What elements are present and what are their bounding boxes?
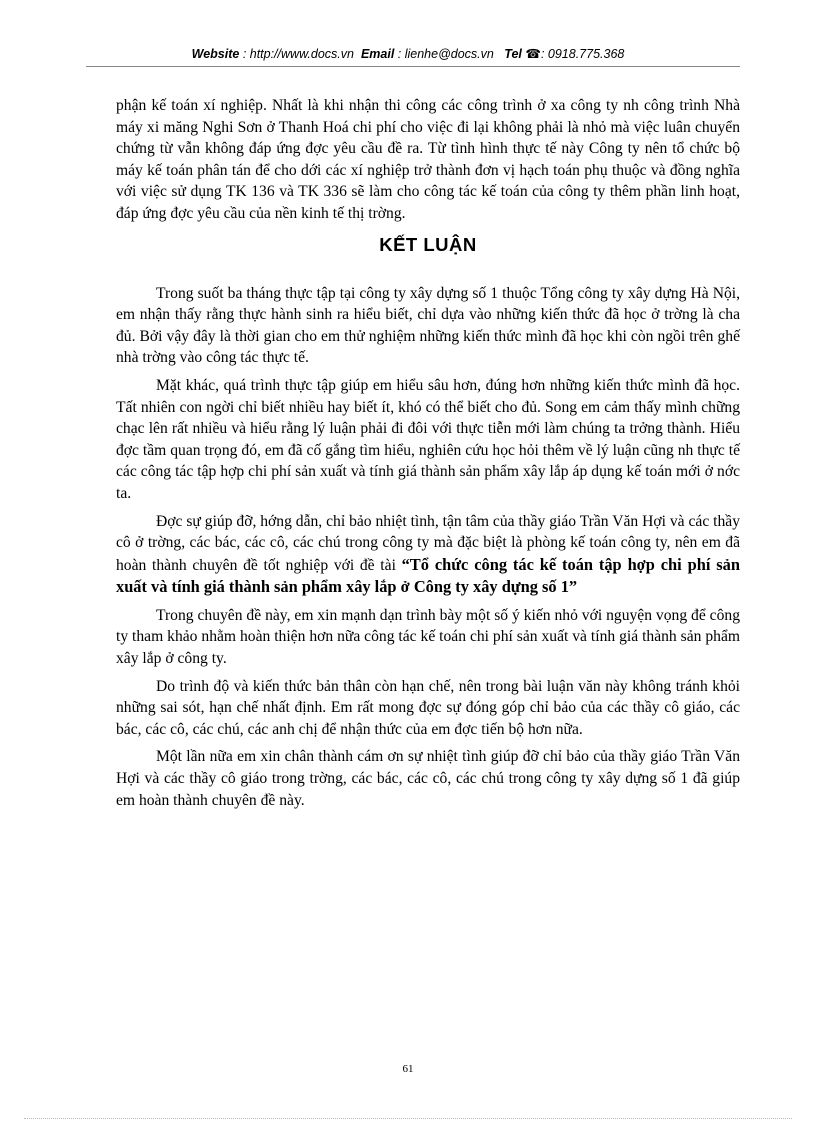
paragraph-5: Do trình độ và kiến thức bản thân còn hạn chế, nên trong bài luận văn này không tránh khỏi những sai sót, hạn chế nhất định. Em rất mong đợc sự đóng góp chỉ bảo của các thầy cô giáo, các bác, các cô, các chú, các anh chị để nhận thức của em đợc tiến bộ hơn nữa. xyxy=(116,677,740,738)
tel-value: : 0918.775.368 xyxy=(540,47,625,61)
paragraph-2: Mặt khác, quá trình thực tập giúp em hiểu sâu hơn, đúng hơn những kiến thức mình đã học. Tất nhiên con ngời chỉ biết nhiều hay biết ít, khó có thể biết cho đủ. Song em cảm thấy mình chững chạc lên rất nhiều và hiểu rằng lý luận phải đi đôi với thực tiễn mới làm chúng ta trởng thành. Hiểu đợc tầm quan trọng đó, em đã cố gắng tìm hiểu, nghiên cứu học hỏi thêm về lý luận cũng nh thực tế các công tác tập hợp chi phí sản xuất và tính giá thành sản phẩm xây lắp áp dụng kế toán mới ở nớc ta. xyxy=(116,376,740,502)
document-body xyxy=(116,95,740,817)
website-label: Website xyxy=(191,47,240,61)
page-number: 61 xyxy=(402,1063,414,1075)
page-header xyxy=(0,46,816,61)
email-label: Email xyxy=(360,47,395,61)
phone-icon: ☎ xyxy=(525,47,541,61)
paragraph-continued: phận kế toán xí nghiệp. Nhất là khi nhận thi công các công trình ở xa công ty nh công trình Nhà máy xi măng Nghi Sơn ở Thanh Hoá chi phí cho việc đi lại không phải là nhỏ mà việc luân chuyển chứng từ vẫn không đáp ứng đợc yêu cầu đề ra. Từ tình hình thực tế này Công ty nên tổ chức bộ máy kế toán phân tán để cho dới các xí nghiệp trở thành đơn vị hạch toán phụ thuộc và đồng nghĩa với việc sử dụng TK 136 và TK 336 sẽ làm cho công tác kế toán của công ty thêm phần linh hoạt, đáp ứng đợc yêu cầu của nền kinh tế thị trờng. xyxy=(116,97,740,222)
paragraph-4: Trong chuyên đề này, em xin mạnh dạn trình bày một số ý kiến nhỏ với nguyện vọng để công ty tham khảo nhằm hoàn thiện hơn nữa công tác kế toán chi phí sản xuất và tính giá thành sản phẩm xây lắp ở công ty. xyxy=(116,606,740,668)
paragraph-3-text: Đợc sự giúp đỡ, hớng dẫn, chỉ bảo nhiệt tình, tận tâm của thầy giáo Trần Văn Hợi và các thầy cô ở trờng, các bác, các cô, các chú trong công ty mà đặc biệt là phòng kế toán công ty, nên em đã hoàn thành chuyên đề tốt nghiệp với đề tài xyxy=(116,512,740,574)
paragraph-1: Trong suốt ba tháng thực tập tại công ty xây dựng số 1 thuộc Tổng công ty xây dựng Hà Nội, em nhận thấy rằng thực hành sinh ra hiểu biết, chỉ dựa vào những kiến thức đã học ở trờng là cha đủ. Bởi vậy đây là thời gian cho em thử nghiệm những kiến thức mình đã học khi còn ngồi trên ghế nhà trờng vào công tác thực tế. xyxy=(116,284,740,367)
tel-label: Tel xyxy=(504,47,522,61)
section-title: KẾT LUẬN xyxy=(379,233,477,255)
paragraph-3 xyxy=(116,511,740,599)
header-divider xyxy=(86,66,740,67)
footer-divider xyxy=(24,1118,792,1119)
website-value: : http://www.docs.vn xyxy=(242,47,354,61)
paragraph-6: Một lần nữa em xin chân thành cám ơn sự nhiệt tình giúp đỡ chỉ bảo của thầy giáo Trần Văn Hợi và các thầy cô giáo trong trờng, các bác, các cô, các chú trong công ty xây dựng số 1 đã giúp em hoàn thành chuyên đề này. xyxy=(116,748,740,809)
thesis-title: “Tổ chức công tác kế toán tập hợp chi phí sản xuất và tính giá thành sản phẩm xây lắp ở Công ty xây dựng số 1” xyxy=(116,554,740,597)
email-value: : lienhe@docs.vn xyxy=(397,47,494,61)
